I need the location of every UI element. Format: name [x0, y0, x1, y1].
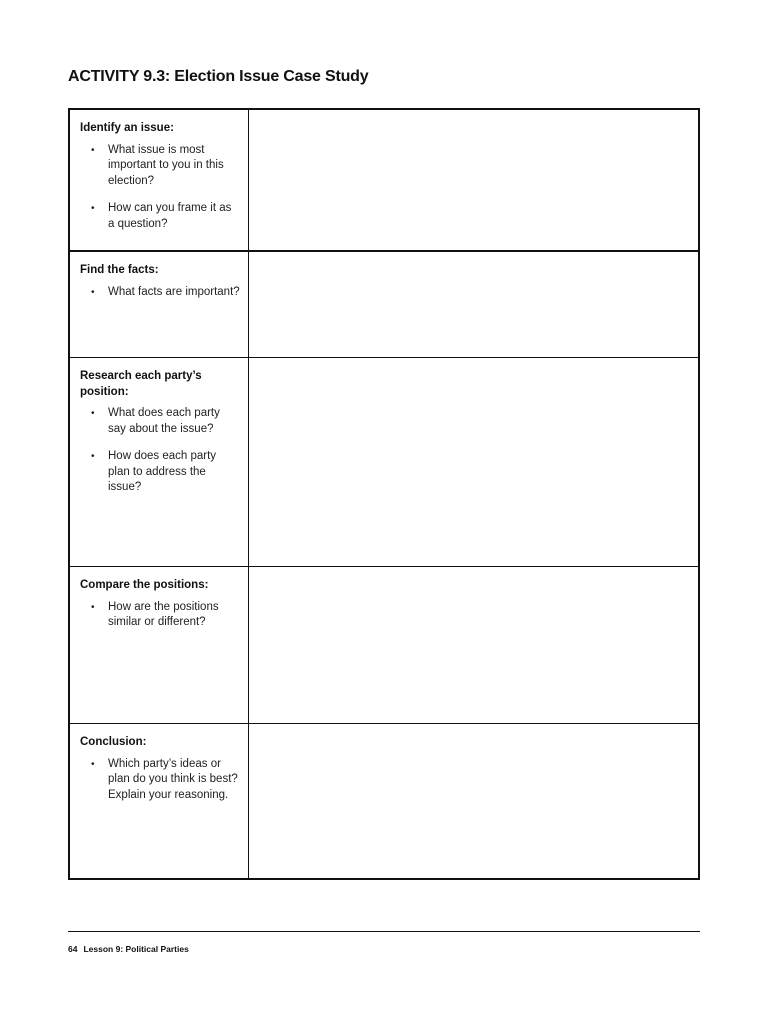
row-heading: Compare the positions:: [80, 579, 209, 591]
prompt-cell: [70, 724, 249, 878]
bullet-text: What facts are important?: [108, 285, 240, 298]
bullet-icon: •: [91, 451, 95, 462]
answer-area[interactable]: [249, 567, 698, 723]
list-item: [80, 285, 240, 301]
table-row-conclusion: [70, 724, 698, 878]
answer-area[interactable]: [249, 724, 698, 878]
list-item: [80, 406, 240, 437]
answer-area[interactable]: [249, 358, 698, 566]
page-footer: [68, 944, 189, 954]
bullet-icon: •: [91, 758, 95, 770]
bullet-text: How does each party plan to address the issue?: [108, 450, 217, 493]
worksheet-table: [68, 108, 700, 880]
bullet-icon: •: [91, 408, 95, 419]
table-row-identify-issue: [70, 110, 698, 252]
bullet-text: What issue is most important to you in this election?: [108, 143, 224, 187]
row-heading: Research each party’s position:: [80, 370, 202, 398]
prompt-cell: [70, 567, 249, 723]
list-item: [80, 201, 240, 232]
bullet-text: Which party’s ideas or plan do you think is best? Explain your reasoning.: [108, 757, 238, 801]
bullet-icon: •: [91, 601, 95, 613]
footer-divider: [68, 931, 700, 932]
list-item: [80, 449, 240, 496]
bullet-list: [80, 143, 240, 233]
footer-lesson-title: Lesson 9: Political Parties: [83, 944, 189, 954]
page-number: 64: [68, 944, 78, 954]
row-heading: Find the facts:: [80, 264, 159, 276]
answer-area[interactable]: [249, 252, 698, 357]
table-row-compare-positions: [70, 567, 698, 724]
list-item: [80, 600, 240, 631]
bullet-icon: •: [91, 144, 95, 156]
prompt-cell: [70, 252, 249, 357]
list-item: [80, 143, 240, 190]
row-heading: Identify an issue:: [80, 122, 174, 134]
bullet-text: How can you frame it as a question?: [108, 202, 232, 230]
table-row-research-positions: [70, 358, 698, 567]
prompt-cell: [70, 110, 249, 250]
table-row-find-facts: [70, 252, 698, 358]
row-heading: Conclusion:: [80, 736, 147, 748]
bullet-text: What does each party say about the issue?: [108, 407, 220, 435]
bullet-list: [80, 285, 240, 301]
bullet-list: [80, 600, 240, 631]
list-item: [80, 757, 240, 804]
bullet-list: [80, 757, 240, 804]
bullet-icon: •: [91, 203, 95, 214]
bullet-icon: •: [91, 286, 95, 298]
prompt-cell: [70, 358, 249, 566]
page-title: ACTIVITY 9.3: Election Issue Case Study: [68, 68, 369, 85]
bullet-list: [80, 406, 240, 496]
answer-area[interactable]: [249, 110, 698, 250]
bullet-text: How are the positions similar or different?: [108, 600, 219, 628]
